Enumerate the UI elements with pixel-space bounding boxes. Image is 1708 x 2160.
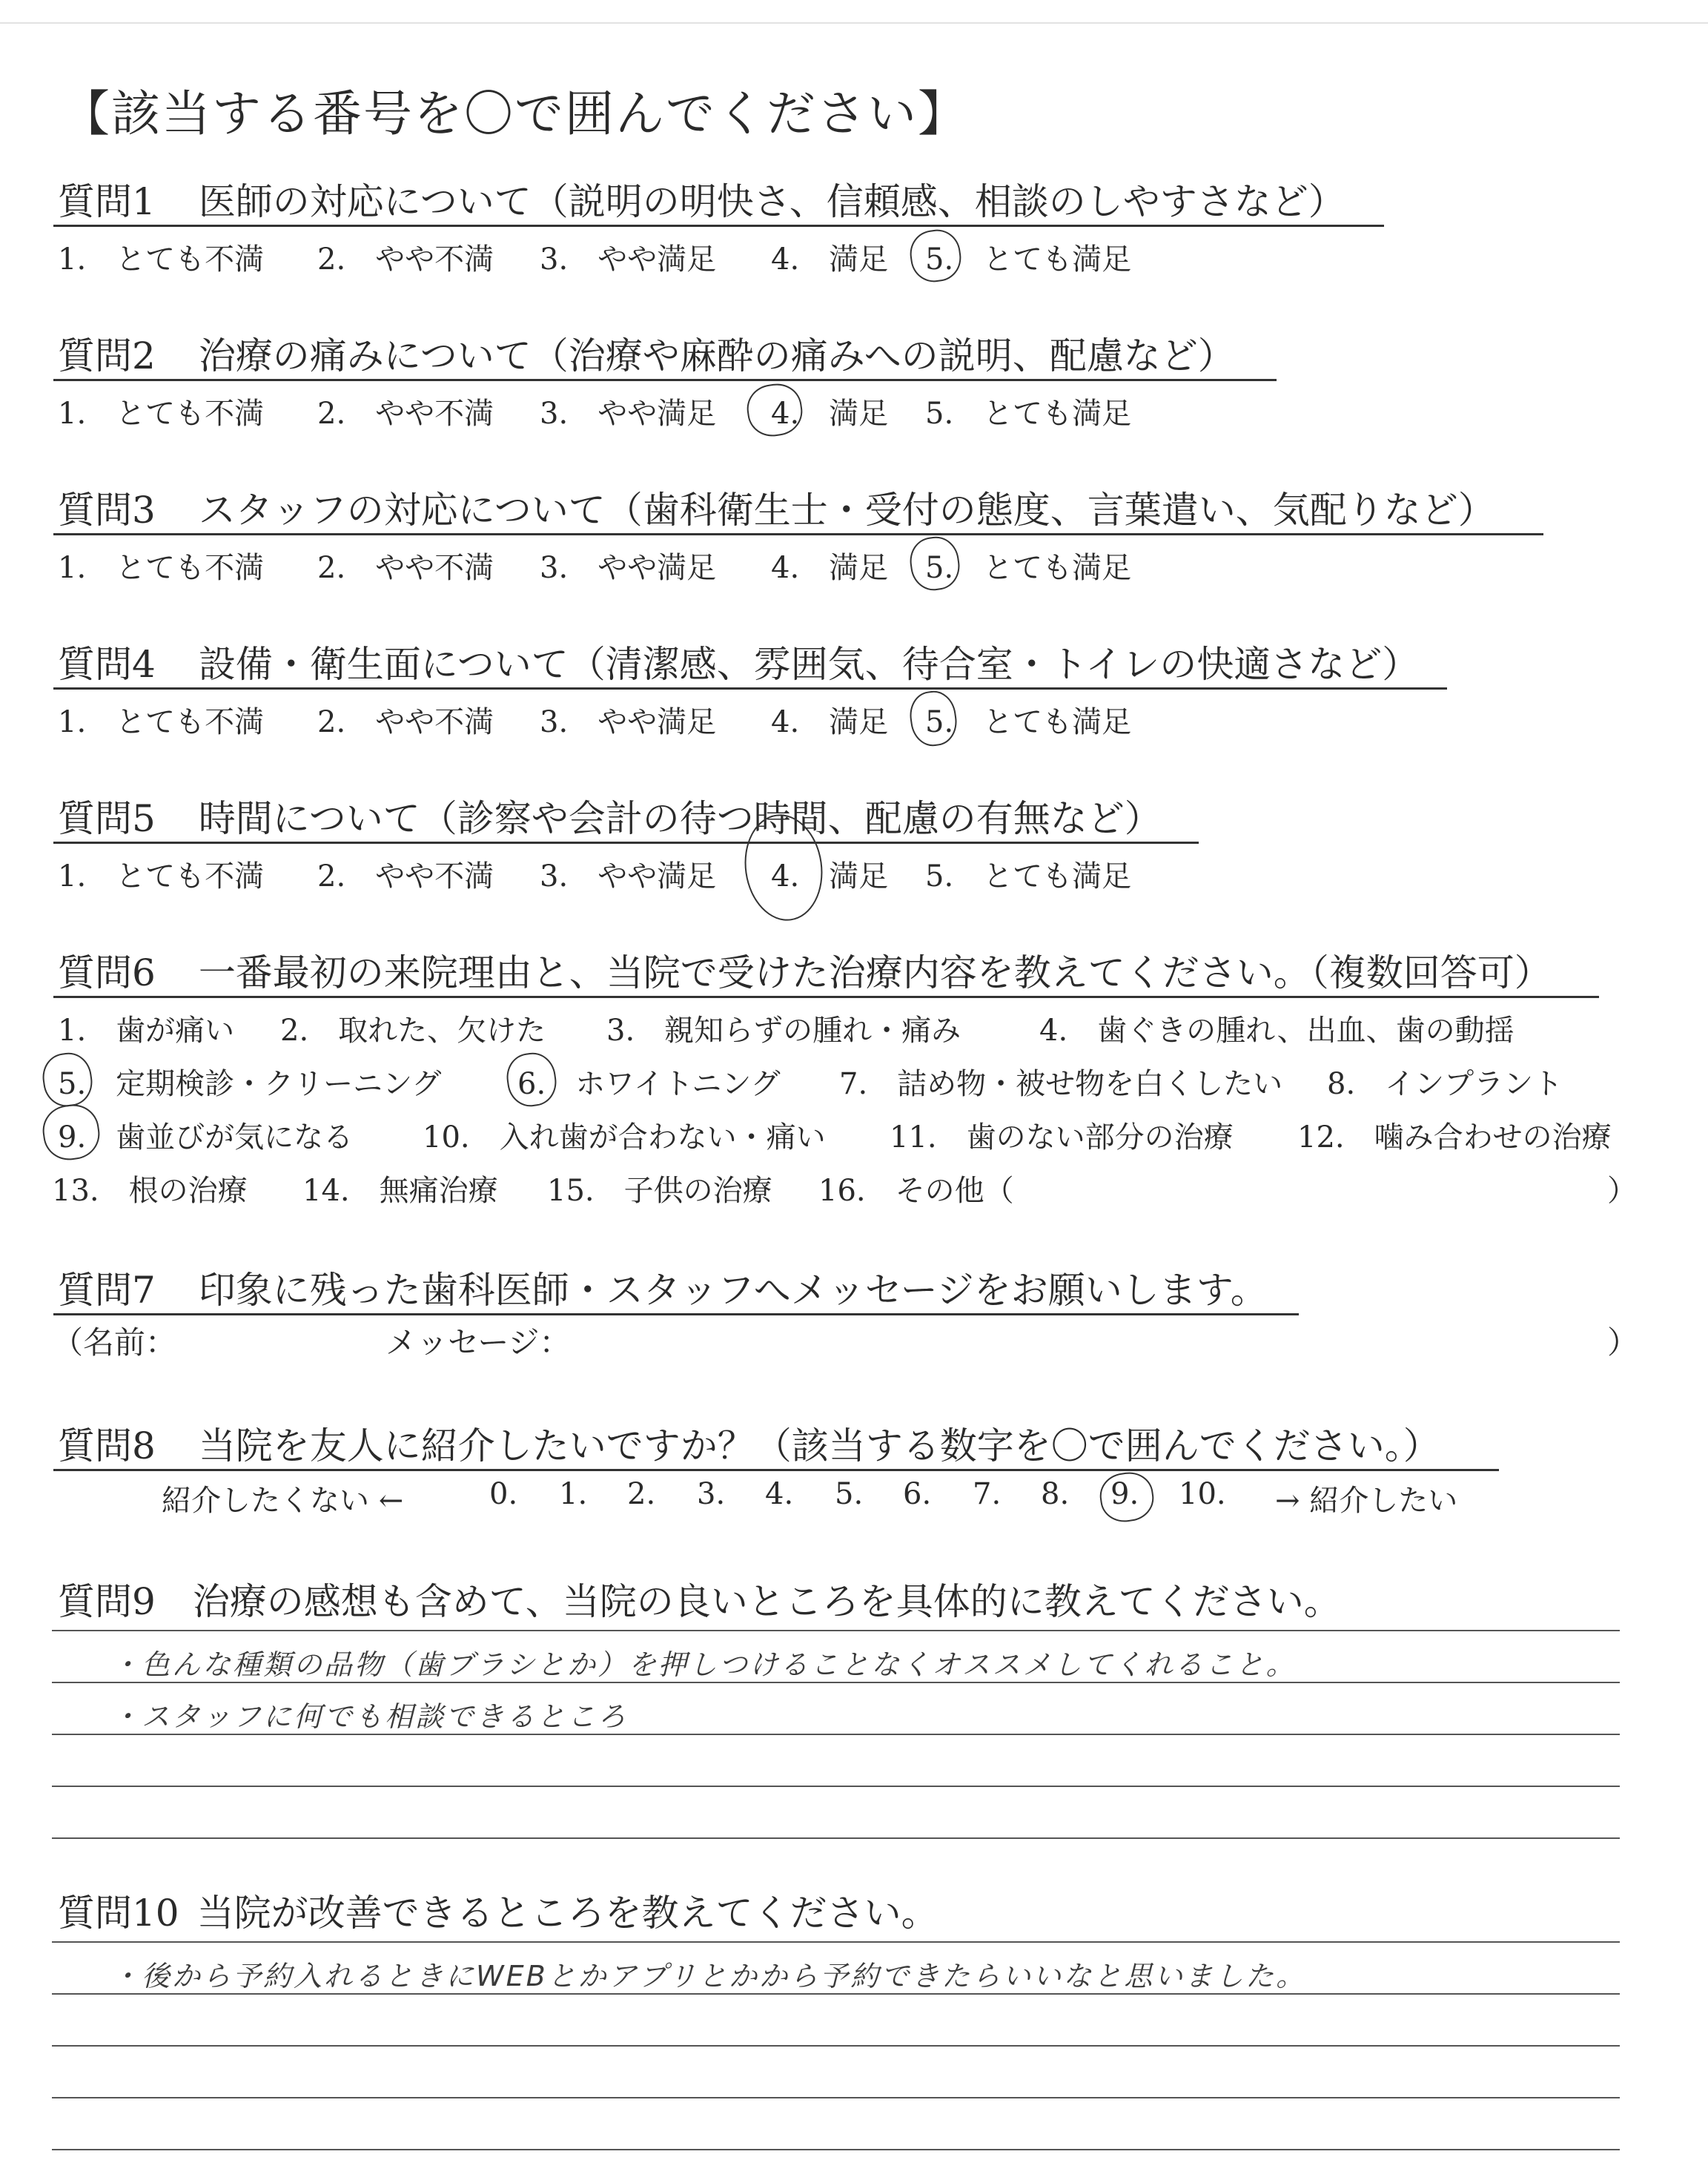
q2-options (0, 390, 1708, 435)
question-text: スタッフの対応について（歯科衛生士・受付の態度、言葉遣い、気配りなど） (198, 489, 1495, 532)
question-text: 印象に残った歯科医師・スタッフへメッセージをお願いします。 (198, 1269, 1268, 1312)
writing-line (52, 1786, 1620, 1787)
question-label: 質問2 (58, 334, 156, 377)
option-4[interactable]: 4. 満足 (771, 242, 889, 277)
q3-options (0, 544, 1708, 589)
option-2[interactable]: 2. やや不満 (317, 242, 494, 277)
question-label: 質問1 (58, 180, 156, 223)
q6-option-10[interactable]: 10. 入れ歯が合わない・痛い (423, 1120, 826, 1155)
option-1[interactable]: 1. とても不満 (58, 705, 265, 739)
question-label: 質問4 (58, 643, 156, 686)
question-text: 治療の痛みについて（治療や麻酔の痛みへの説明、配慮など） (198, 334, 1235, 377)
q6-options (0, 1007, 1708, 1208)
question-6 (58, 943, 1552, 997)
question-4 (58, 635, 1419, 688)
scale-2[interactable]: 2. (627, 1477, 656, 1511)
option-4[interactable]: 4. 満足 (771, 859, 889, 894)
question-underline (53, 687, 1447, 690)
option-1[interactable]: 1. とても不満 (58, 397, 265, 431)
question-text: 当院が改善できるところを教えてください。 (196, 1892, 939, 1935)
option-5[interactable]: 5. とても満足 (925, 551, 1132, 585)
question-underline (53, 379, 1277, 381)
question-text: 治療の感想も含めて、当院の良いところを具体的に教えてください。 (192, 1580, 1341, 1623)
option-3[interactable]: 3. やや満足 (540, 242, 717, 277)
question-9 (58, 1572, 1341, 1625)
question-2 (58, 326, 1235, 380)
option-2[interactable]: 2. やや不満 (317, 551, 494, 585)
q6-option-14[interactable]: 14. 無痛治療 (302, 1174, 498, 1208)
scale-left-label: 紹介したくない ← (162, 1484, 404, 1518)
q7-close-paren: ） (1607, 1324, 1639, 1361)
option-4[interactable]: 4. 満足 (771, 705, 889, 739)
question-3 (58, 480, 1495, 534)
question-7 (58, 1261, 1268, 1314)
q6-option-9[interactable]: 9. 歯並びが気になる (58, 1120, 354, 1155)
q6-option-7[interactable]: 7. 詰め物・被せ物を白くしたい (839, 1067, 1283, 1101)
scale-9[interactable]: 9. (1110, 1477, 1139, 1511)
writing-line (52, 1837, 1620, 1839)
option-3[interactable]: 3. やや満足 (540, 397, 717, 431)
option-3[interactable]: 3. やや満足 (540, 551, 717, 585)
writing-line (52, 2149, 1620, 2150)
question-text: 一番最初の来院理由と、当院で受けた治療内容を教えてください。（複数回答可） (198, 951, 1552, 994)
question-label: 質問7 (58, 1269, 156, 1312)
q6-option-1[interactable]: 1. 歯が痛い (58, 1014, 235, 1048)
name-label: （名前： (52, 1324, 177, 1361)
question-5 (58, 789, 1162, 842)
writing-line (52, 1630, 1620, 1631)
question-label: 質問9 (58, 1580, 156, 1623)
q6-option-8[interactable]: 8. インプラント (1327, 1067, 1563, 1101)
writing-line (52, 2045, 1620, 2047)
q6-option-2[interactable]: 2. 取れた、欠けた (280, 1014, 546, 1048)
scan-top-edge (0, 22, 1708, 24)
option-4[interactable]: 4. 満足 (771, 397, 889, 431)
option-3[interactable]: 3. やや満足 (540, 705, 717, 739)
q6-close-paren: ） (1607, 1174, 1637, 1208)
writing-line (52, 1941, 1620, 1943)
option-5[interactable]: 5. とても満足 (925, 705, 1132, 739)
scale-right-label: → 紹介したい (1275, 1484, 1458, 1518)
option-4[interactable]: 4. 満足 (771, 551, 889, 585)
scale-8[interactable]: 8. (1041, 1477, 1070, 1511)
writing-line (52, 2097, 1620, 2098)
option-1[interactable]: 1. とても不満 (58, 859, 265, 894)
handwritten-answer-1: ・色んな種類の品物（歯ブラシとか）を押しつけることなくオススメしてくれること。 (111, 1648, 1297, 1681)
q6-option-12[interactable]: 12. 噛み合わせの治療 (1297, 1120, 1612, 1155)
message-label: メッセージ： (385, 1324, 571, 1361)
question-text: 時間について（診察や会計の待つ時間、配慮の有無など） (198, 797, 1162, 840)
question-label: 質問8 (58, 1424, 156, 1467)
option-5[interactable]: 5. とても満足 (925, 242, 1132, 277)
option-2[interactable]: 2. やや不満 (317, 705, 494, 739)
option-1[interactable]: 1. とても不満 (58, 242, 265, 277)
option-3[interactable]: 3. やや満足 (540, 859, 717, 894)
q6-option-3[interactable]: 3. 親知らずの腫れ・痛み (606, 1014, 961, 1048)
q6-option-11[interactable]: 11. 歯のない部分の治療 (890, 1120, 1234, 1155)
q1-options (0, 236, 1708, 280)
question-label: 質問6 (58, 951, 156, 994)
option-5[interactable]: 5. とても満足 (925, 397, 1132, 431)
scale-10[interactable]: 10. (1179, 1477, 1226, 1511)
option-2[interactable]: 2. やや不満 (317, 397, 494, 431)
scale-1[interactable]: 1. (559, 1477, 588, 1511)
q6-option-13[interactable]: 13. 根の治療 (52, 1174, 248, 1208)
question-text: 設備・衛生面について（清潔感、雰囲気、待合室・トイレの快適さなど） (198, 643, 1420, 686)
option-5[interactable]: 5. とても満足 (925, 859, 1132, 894)
q6-option-4[interactable]: 4. 歯ぐきの腫れ、出血、歯の動揺 (1039, 1014, 1515, 1048)
question-label: 質問3 (58, 489, 156, 532)
question-underline (53, 996, 1599, 998)
page-heading: 【該当する番号を〇で囲んでください】 (61, 85, 968, 142)
question-text: 当院を友人に紹介したいですか？（該当する数字を〇で囲んでください。） (198, 1424, 1440, 1467)
question-10 (58, 1883, 939, 1937)
q6-option-15[interactable]: 15. 子供の治療 (547, 1174, 772, 1208)
scale-6[interactable]: 6. (903, 1477, 932, 1511)
question-underline (53, 1469, 1499, 1471)
scale-3[interactable]: 3. (697, 1477, 726, 1511)
question-underline (53, 533, 1543, 535)
q5-options (0, 853, 1708, 897)
handwritten-answer-1: ・後から予約入れるときにWEBとかアプリとかから予約できたらいいなと思いました。 (111, 1960, 1307, 1992)
scale-4[interactable]: 4. (765, 1477, 794, 1511)
scale-5[interactable]: 5. (835, 1477, 864, 1511)
option-1[interactable]: 1. とても不満 (58, 551, 265, 585)
q6-option-5[interactable]: 5. 定期検診・クリーニング (58, 1067, 442, 1101)
question-underline (53, 1313, 1299, 1315)
question-8 (58, 1416, 1440, 1470)
q6-option-6[interactable]: 6. ホワイトニング (517, 1067, 781, 1101)
question-underline (53, 842, 1199, 844)
q6-option-16[interactable]: 16. その他（ (818, 1174, 1014, 1208)
q4-options (0, 698, 1708, 743)
question-underline (53, 225, 1384, 227)
scale-0[interactable]: 0. (489, 1477, 518, 1511)
question-label: 質問5 (58, 797, 156, 840)
question-label: 質問10 (58, 1892, 179, 1935)
question-text: 医師の対応について（説明の明快さ、信頼感、相談のしやすさなど） (198, 180, 1345, 223)
handwritten-answer-2: ・スタッフに何でも相談できるところ (111, 1700, 629, 1733)
scale-7[interactable]: 7. (973, 1477, 1002, 1511)
q7-fields (0, 1318, 1708, 1363)
question-1 (58, 172, 1345, 225)
option-2[interactable]: 2. やや不満 (317, 859, 494, 894)
q8-scale (0, 1477, 1708, 1522)
